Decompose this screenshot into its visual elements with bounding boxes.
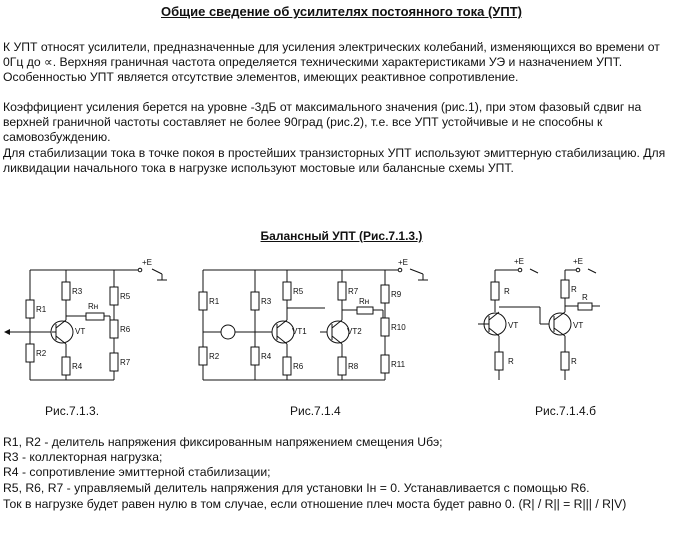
svg-text:R3: R3 — [72, 287, 83, 296]
caption-fig-7-1-4: Рис.7.1.4 — [290, 404, 341, 418]
paragraph-2: Коэффициент усиления берется на уровне -3дБ от максимального значения (рис.1), при этом фазовый сдвиг на верхней граничной частоты составляет не более 90град (рис.2), т.е. все УПТ устойчивые и не способны к самовозбуждению. — [3, 100, 642, 145]
svg-text:R6: R6 — [293, 362, 304, 371]
note-1: R1, R2 - делитель напряжения фиксированным напряжением смещения Uбэ; — [3, 435, 443, 449]
resistor-r6 — [110, 320, 118, 338]
svg-text:VT: VT — [573, 321, 584, 330]
svg-text:VT: VT — [75, 327, 86, 336]
resistor-r4 — [62, 357, 70, 375]
svg-text:R5: R5 — [120, 292, 131, 301]
note-3: R4 - сопротивление эмиттерной стабилизации; — [3, 465, 271, 479]
page-title: Общие сведение об усилителях постоянного тока (УПТ) — [161, 4, 522, 19]
circuit-diagram-fig-7-1-4b — [470, 252, 620, 402]
paragraph-1: К УПТ относят усилители, предназначенные для усиления электрических колебаний, изменяющихся во времени от 0Гц до ∝. Верхняя граничная частота определяется техническими характеристиками УЭ и назначением УПТ. Особенностью УПТ является отсутствие элементов, имеющих реактивное сопротивление. — [3, 40, 660, 85]
svg-text:R4: R4 — [261, 352, 272, 361]
svg-text:R2: R2 — [36, 349, 47, 358]
note-5: Ток в нагрузке будет равен нулю в том случае, если отношение плеч моста будет равно 0. (R| / R|| = R||| / R|V) — [3, 497, 627, 511]
svg-text:R5: R5 — [293, 287, 304, 296]
svg-text:Rн: Rн — [88, 302, 99, 311]
svg-text:VT2: VT2 — [347, 327, 362, 336]
svg-text:R11: R11 — [391, 360, 406, 369]
svg-text:R4: R4 — [72, 362, 83, 371]
svg-text:R6: R6 — [120, 325, 131, 334]
svg-text:R10: R10 — [391, 323, 406, 332]
svg-text:R7: R7 — [348, 287, 359, 296]
svg-text:R9: R9 — [391, 290, 402, 299]
svg-text:Rн: Rн — [359, 297, 370, 306]
svg-text:+E: +E — [514, 257, 525, 266]
svg-text:R: R — [504, 287, 510, 296]
note-4: R5, R6, R7 - управляемый делитель напряжения для установки Iн = 0. Устанавливается с помощью R6. — [3, 481, 590, 495]
svg-text:R1: R1 — [209, 297, 220, 306]
svg-text:R8: R8 — [348, 362, 359, 371]
caption-fig-7-1-3: Рис.7.1.3. — [45, 404, 100, 418]
resistor-r3 — [62, 282, 70, 300]
svg-text:+E: +E — [398, 258, 409, 267]
svg-text:R1: R1 — [36, 305, 47, 314]
supply-label: +E — [142, 258, 153, 267]
svg-text:VT1: VT1 — [292, 327, 307, 336]
svg-text:R: R — [582, 293, 588, 302]
svg-text:R7: R7 — [120, 358, 131, 367]
resistor-r5 — [110, 287, 118, 305]
circuit-diagram-fig-7-1-3 — [2, 252, 172, 402]
svg-text:R3: R3 — [261, 297, 272, 306]
svg-text:R2: R2 — [209, 352, 220, 361]
resistor-r2 — [26, 344, 34, 362]
caption-fig-7-1-4b: Рис.7.1.4.б — [535, 404, 596, 418]
svg-text:R: R — [571, 285, 577, 294]
svg-text:+E: +E — [573, 257, 584, 266]
svg-text:R: R — [508, 357, 514, 366]
svg-text:R: R — [571, 357, 577, 366]
resistor-r7 — [110, 353, 118, 371]
resistor-r1 — [26, 300, 34, 318]
svg-text:VT: VT — [508, 321, 519, 330]
section-subtitle: Балансный УПТ (Рис.7.1.3.) — [260, 229, 423, 243]
paragraph-3: Для стабилизации тока в точке покоя в простейших транзисторных УПТ используют эмиттерную стабилизацию. Для ликвидации начального тока в нагрузке используют мостовые или балансные схемы УПТ. — [3, 146, 666, 176]
circuit-diagram-fig-7-1-4 — [195, 252, 445, 402]
resistor-rn — [86, 313, 104, 320]
note-2: R3 - коллекторная нагрузка; — [3, 450, 163, 464]
